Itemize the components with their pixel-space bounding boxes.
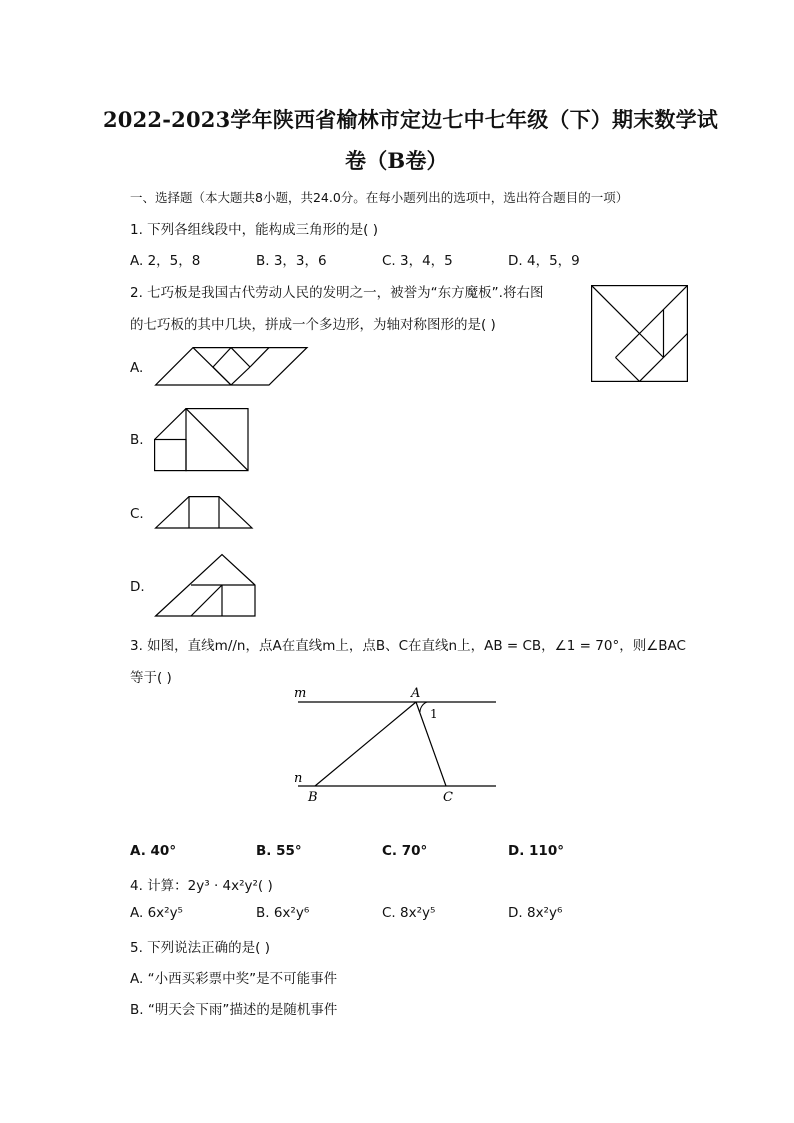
- q3-label-n: n: [294, 771, 303, 786]
- q3-option-c: C. 70°: [382, 843, 428, 859]
- q3-label-c: C: [443, 790, 453, 805]
- q5-stem: 5. 下列说法正确的是( ): [130, 940, 270, 956]
- q2-option-c-label: C.: [130, 506, 144, 522]
- q1-option-b: B. 3，3，6: [256, 253, 327, 269]
- q5-option-a: A. “小西买彩票中奖”是不可能事件: [130, 971, 338, 987]
- q3-label-b: B: [308, 790, 318, 805]
- exam-title-line1: 2022-2023学年陕西省榆林市定边七中七年级（下）期末数学试: [103, 107, 719, 132]
- q4-option-c: C. 8x²y⁵: [382, 905, 436, 921]
- q1-option-a: A. 2，5，8: [130, 253, 201, 269]
- q4-option-b: B. 6x²y⁶: [256, 905, 310, 921]
- q2-stem-line1: 2. 七巧板是我国古代劳动人民的发明之一，被誉为“东方魔板”.将右图: [130, 285, 544, 301]
- exam-title-line2: 卷（B卷）: [345, 148, 448, 173]
- q3-stem-line2: 等于( ): [130, 670, 172, 686]
- q2-option-a-label: A.: [130, 360, 144, 376]
- q3-option-a: A. 40°: [130, 843, 177, 859]
- q3-option-b: B. 55°: [256, 843, 302, 859]
- q2-option-b-label: B.: [130, 432, 144, 448]
- q1-option-d: D. 4，5，9: [508, 253, 580, 269]
- q3-label-m: m: [294, 686, 307, 701]
- q1-option-c: C. 3，4，5: [382, 253, 453, 269]
- q2-option-a-figure: [155, 347, 310, 387]
- q2-option-d-figure: [155, 554, 257, 618]
- q2-stem-line2: 的七巧板的其中几块，拼成一个多边形，为轴对称图形的是( ): [130, 317, 496, 333]
- q3-parallel-lines-figure: [290, 682, 500, 807]
- q1-stem: 1. 下列各组线段中，能构成三角形的是( ): [130, 222, 378, 238]
- q3-label-a: A: [411, 686, 421, 701]
- section-heading: 一、选择题（本大题共8小题，共24.0分。在每小题列出的选项中，选出符合题目的一项）: [130, 190, 629, 205]
- q3-stem-line1: 3. 如图，直线m//n，点A在直线m上，点B、C在直线n上，AB = CB，∠1 = 70°，则∠BAC: [130, 638, 686, 654]
- q3-option-d: D. 110°: [508, 843, 564, 859]
- tangram-figure: [591, 285, 688, 382]
- q2-option-b-figure: [154, 408, 250, 472]
- q4-stem: 4. 计算：2y³ · 4x²y²( ): [130, 878, 273, 894]
- q3-label-angle1: 1: [430, 707, 438, 721]
- q2-option-d-label: D.: [130, 579, 145, 595]
- q4-option-a: A. 6x²y⁵: [130, 905, 183, 921]
- q4-option-d: D. 8x²y⁶: [508, 905, 563, 921]
- q5-option-b: B. “明天会下雨”描述的是随机事件: [130, 1002, 338, 1018]
- q2-option-c-figure: [155, 496, 255, 530]
